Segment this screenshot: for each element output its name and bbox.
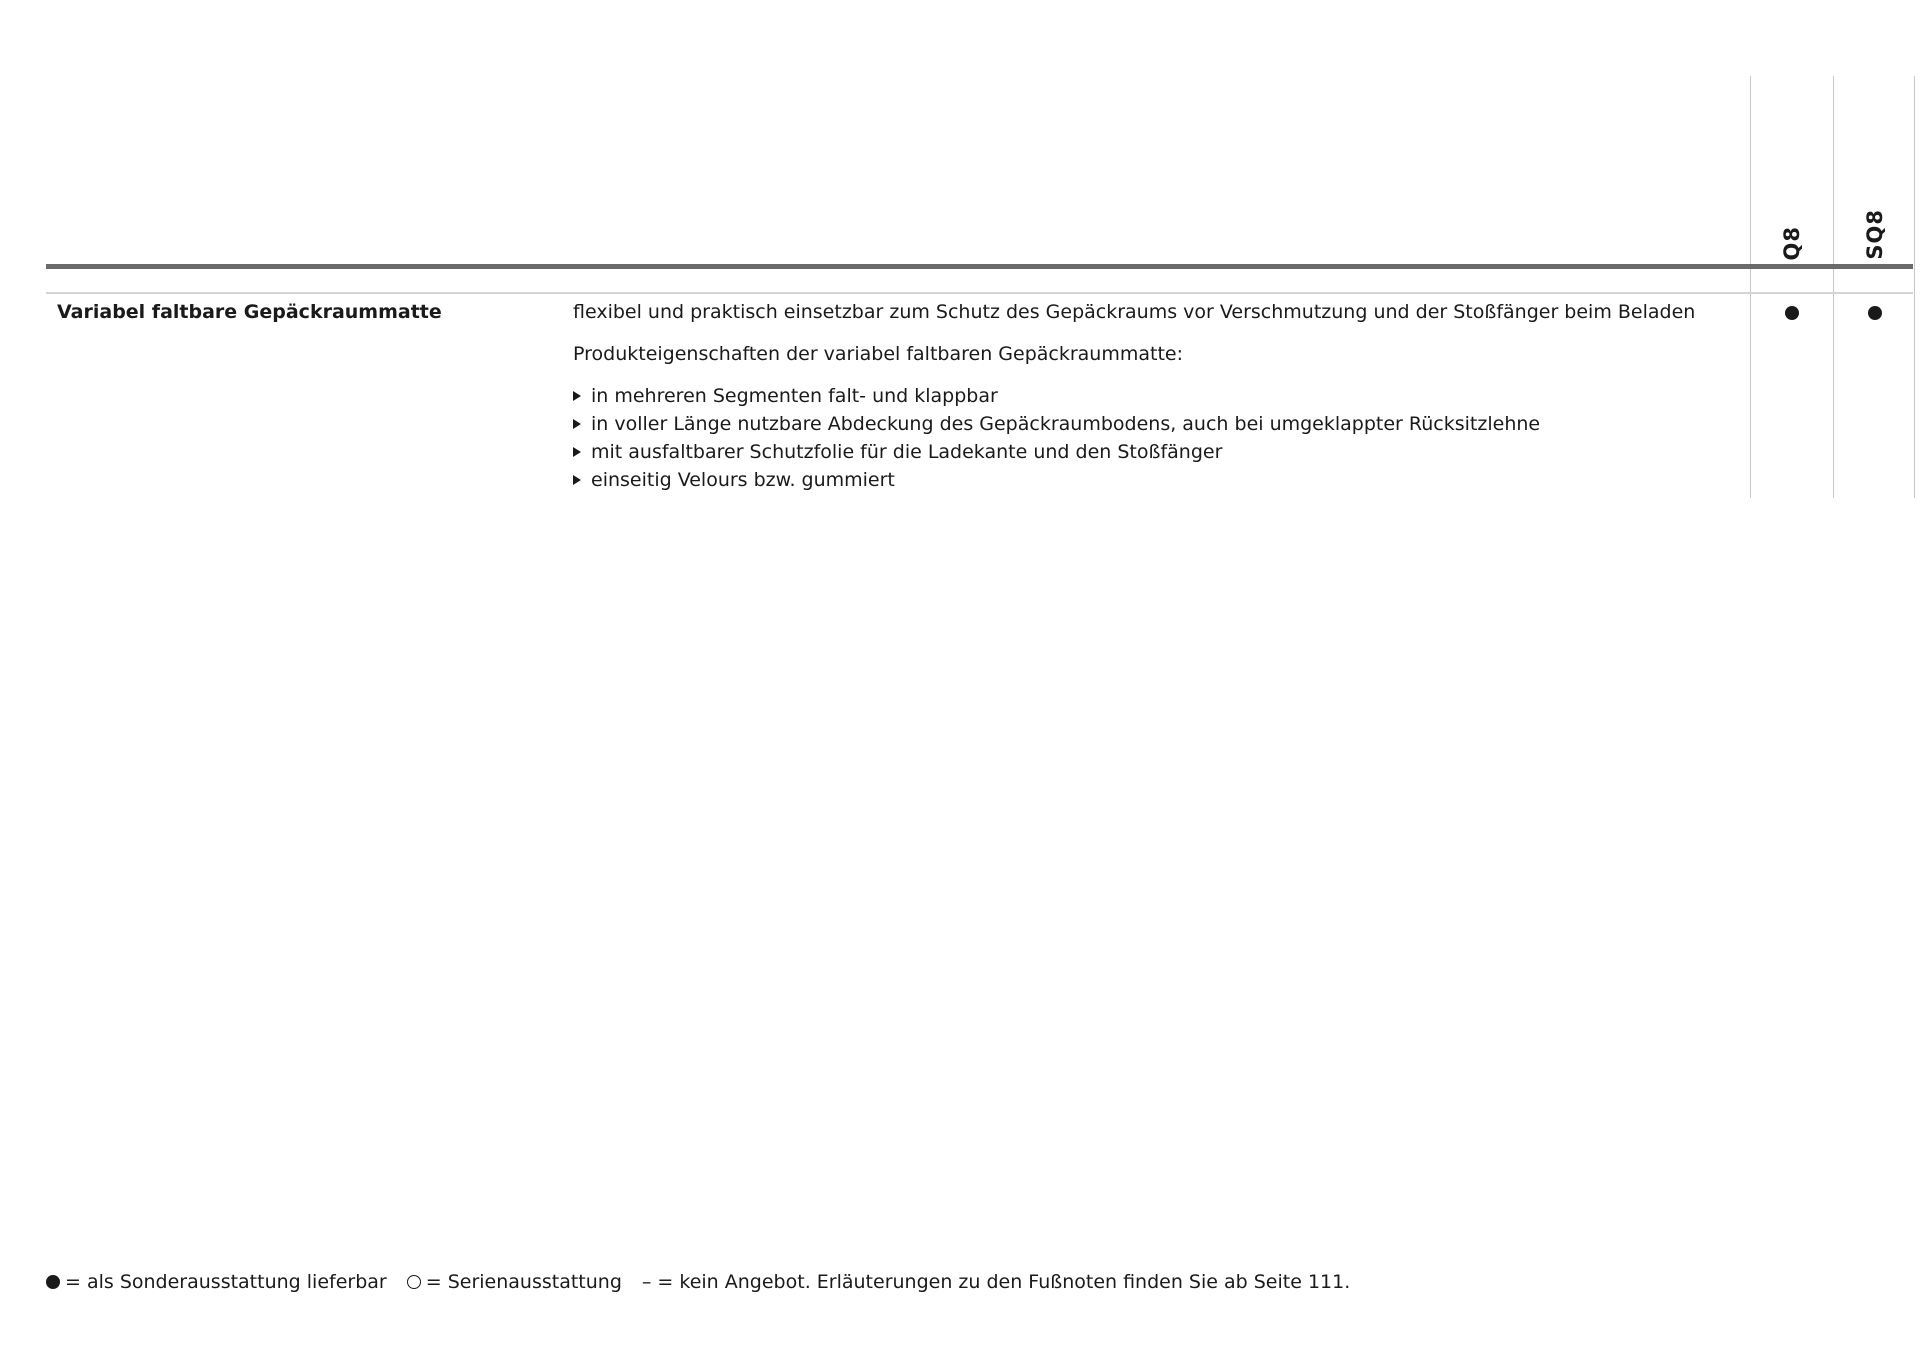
column-divider (1914, 76, 1915, 498)
properties-list (573, 382, 1723, 494)
bullet-triangle-icon (573, 475, 581, 485)
availability-sq8-filled-dot-icon (1868, 306, 1882, 320)
legend-none: – = kein Angebot. Erläuterungen zu den Fußnoten finden Sie ab Seite 111. (641, 1271, 1351, 1293)
availability-q8-filled-dot-icon (1785, 306, 1799, 320)
filled-dot-icon (46, 1275, 60, 1289)
bullet-triangle-icon (573, 419, 581, 429)
column-header-sq8 (1834, 150, 1916, 260)
row-rule (46, 292, 1913, 294)
list-item: in mehreren Segmenten falt- und klappbar (573, 382, 1723, 410)
legend-standard: = Serienausstattung (425, 1271, 622, 1293)
legend-optional: = als Sonderausstattung lieferbar (65, 1271, 387, 1293)
column-header-label: Q8 (1780, 225, 1804, 260)
list-item: einseitig Velours bzw. gummiert (573, 466, 1723, 494)
description-text: flexibel und praktisch einsetzbar zum Schutz des Gepäckraums vor Verschmutzung und der Stoßfänger beim Beladen (573, 301, 1696, 323)
open-circle-icon (407, 1275, 421, 1289)
bullet-triangle-icon (573, 391, 581, 401)
column-header-q8 (1751, 150, 1833, 260)
bullet-triangle-icon (573, 447, 581, 457)
header-rule (46, 264, 1913, 269)
feature-title: Variabel faltbare Gepäckraummatte (57, 301, 442, 323)
legend (46, 1268, 1350, 1296)
column-header-label: SQ8 (1863, 209, 1887, 260)
properties-heading: Produkteigenschaften der variabel faltbaren Gepäckraummatte: (573, 343, 1183, 365)
column-divider (1833, 76, 1834, 498)
list-item: mit ausfaltbarer Schutzfolie für die Ladekante und den Stoßfänger (573, 438, 1723, 466)
feature-description (573, 298, 1723, 494)
list-item: in voller Länge nutzbare Abdeckung des Gepäckraumbodens, auch bei umgeklappter Rücksitzlehne (573, 410, 1723, 438)
column-divider (1750, 76, 1751, 498)
